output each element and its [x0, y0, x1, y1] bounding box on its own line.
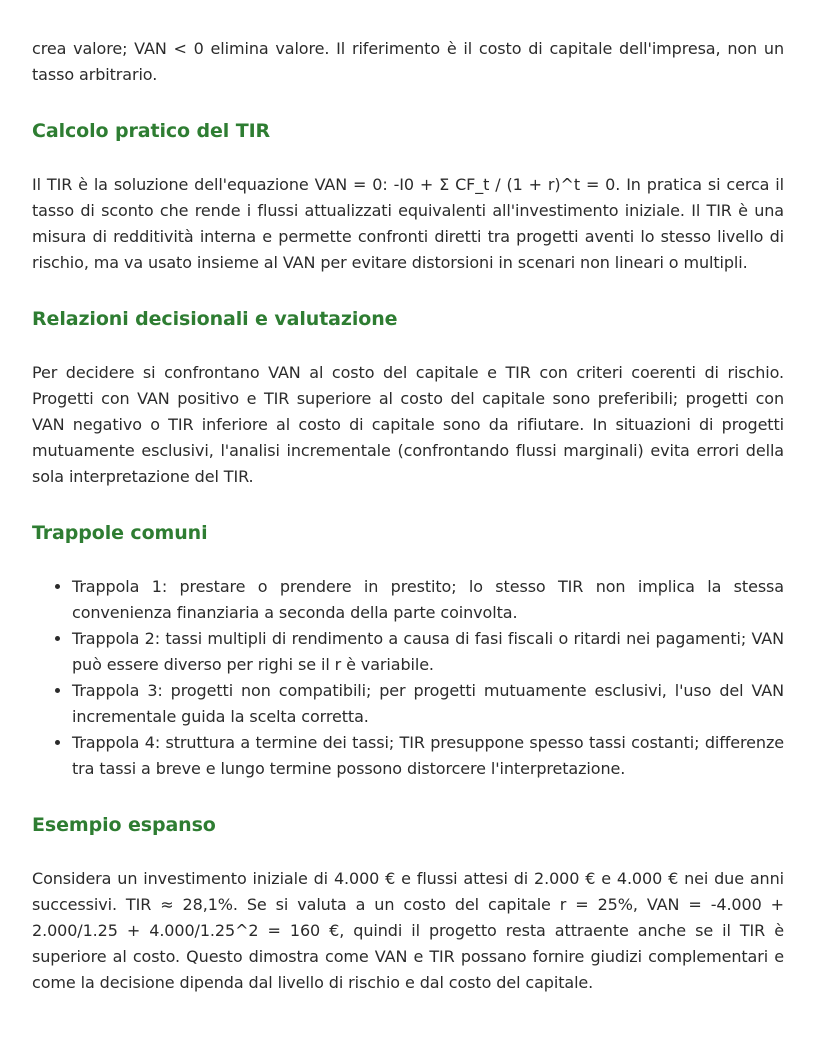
- paragraph-calcolo-pratico-tir: Il TIR è la soluzione dell'equazione VAN = 0: -I0 + Σ CF_t / (1 + r)^t = 0. In pratica si cerca il tasso di sconto che rende i flussi attualizzati equivalenti all'investimento iniziale. Il TIR è una misura di redditività interna e permette confronti diretti tra progetti aventi lo stesso livello di rischio, ma va usato insieme al VAN per evitare distorsioni in scenari non lineari o multipli.: [32, 175, 784, 272]
- list-item: • Trappola 2: tassi multipli di rendimento a causa di fasi fiscali o ritardi nei pagamenti; VAN può essere diverso per righi se il r è variabile.: [72, 626, 784, 678]
- heading-trappole-comuni: Trappole comuni: [32, 522, 208, 544]
- document-page: [32, 36, 784, 996]
- heading-relazioni-decisionali: Relazioni decisionali e valutazione: [32, 308, 398, 330]
- trappole-list: [32, 574, 784, 782]
- heading-calcolo-pratico-tir: Calcolo pratico del TIR: [32, 120, 271, 142]
- heading-esempio-espanso: Esempio espanso: [32, 814, 216, 836]
- list-item: • Trappola 1: prestare o prendere in prestito; lo stesso TIR non implica la stessa convenienza finanziaria a seconda della parte coinvolta.: [72, 574, 784, 626]
- list-item: • Trappola 4: struttura a termine dei tassi; TIR presuppone spesso tassi costanti; differenze tra tassi a breve e lungo termine possono distorcere l'interpretazione.: [72, 730, 784, 782]
- intro-paragraph-tail: crea valore; VAN < 0 elimina valore. Il riferimento è il costo di capitale dell'impresa, non un tasso arbitrario.: [32, 39, 784, 84]
- paragraph-relazioni-decisionali: Per decidere si confrontano VAN al costo del capitale e TIR con criteri coerenti di rischio. Progetti con VAN positivo e TIR superiore al costo del capitale sono preferibili; progetti con VAN negativo o TIR inferiore al costo di capitale sono da rifiutare. In situazioni di progetti mutuamente esclusivi, l'analisi incrementale (confrontando flussi marginali) evita errori della sola interpretazione del TIR.: [32, 363, 784, 486]
- paragraph-esempio-espanso: Considera un investimento iniziale di 4.000 € e flussi attesi di 2.000 € e 4.000 € nei due anni successivi. TIR ≈ 28,1%. Se si valuta a un costo del capitale r = 25%, VAN = -4.000 + 2.000/1.25 + 4.000/1.25^2 = 160 €, quindi il progetto resta attraente anche se il TIR è superiore al costo. Questo dimostra come VAN e TIR possano fornire giudizi complementari e come la decisione dipenda dal livello di rischio e dal costo del capitale.: [32, 869, 784, 992]
- list-item: • Trappola 3: progetti non compatibili; per progetti mutuamente esclusivi, l'uso del VAN incrementale guida la scelta corretta.: [72, 678, 784, 730]
